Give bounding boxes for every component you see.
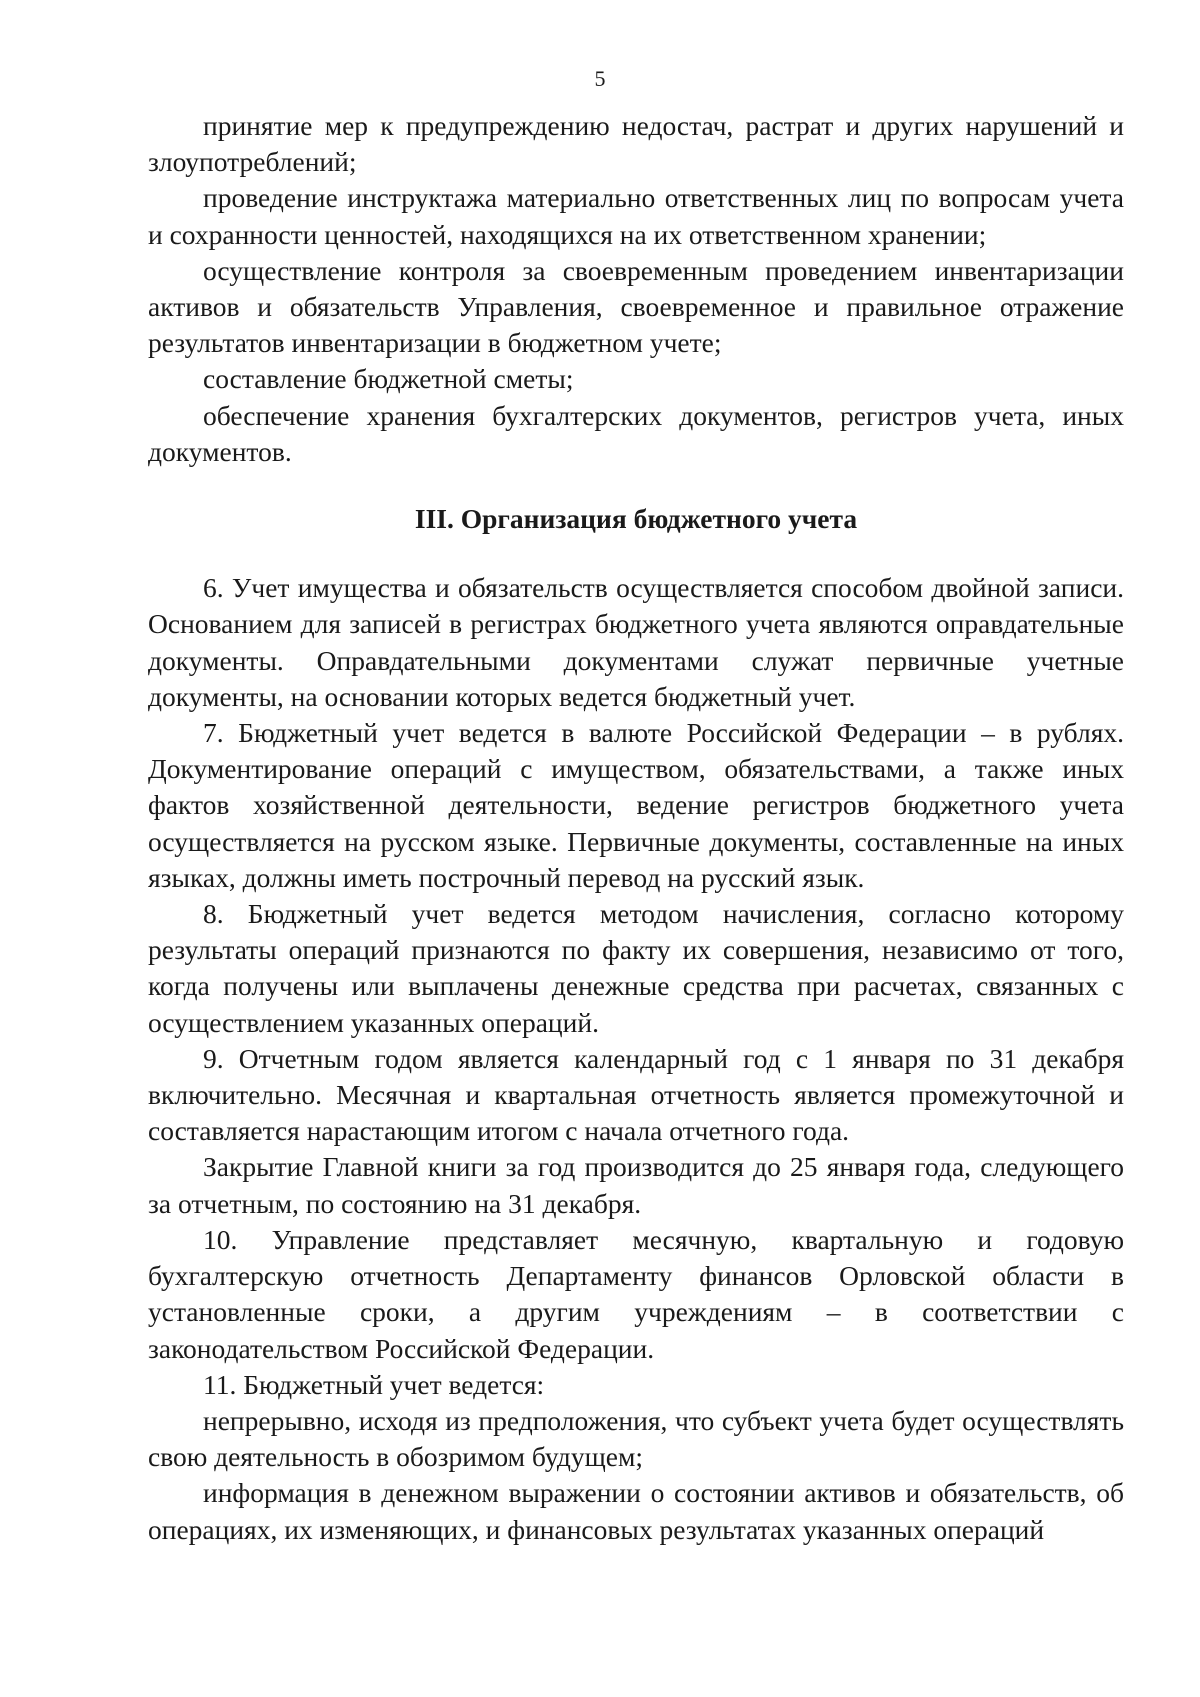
paragraph-item-9: 9. Отчетным годом является календарный год с 1 января по 31 декабря включительно. Месячная и квартальная отчетность является промежуточной и составляется нарастающим итогом с начала отчетного года. bbox=[148, 1042, 1124, 1147]
paragraph-item-11: 11. Бюджетный учет ведется: bbox=[203, 1368, 545, 1400]
paragraph-document-storage: обеспечение хранения бухгалтерских документов, регистров учета, иных документов. bbox=[148, 399, 1124, 467]
paragraph-item-10: 10. Управление представляет месячную, квартальную и годовую бухгалтерскую отчетность Департаменту финансов Орловской области в установленные сроки, а другим учреждениям – в соответствии с законодательством Российской Федерации. bbox=[148, 1223, 1124, 1364]
page-number: 5 bbox=[594, 66, 606, 91]
paragraph-continuity: непрерывно, исходя из предположения, что субъект учета будет осуществлять свою деятельность в обозримом будущем; bbox=[148, 1404, 1124, 1473]
document-body bbox=[148, 108, 1124, 1548]
paragraph-briefing: проведение инструктажа материально ответственных лиц по вопросам учета и сохранности ценностей, находящихся на их ответственном хранении; bbox=[148, 182, 1124, 250]
paragraph-shortage-prevention: принятие мер к предупреждению недостач, растрат и других нарушений и злоупотреблений; bbox=[148, 110, 1124, 178]
section-title: III. Организация бюджетного учета bbox=[414, 503, 858, 535]
paragraph-inventory-control: осуществление контроля за своевременным проведением инвентаризации активов и обязательств Управления, своевременное и правильное отражение результатов инвентаризации в бюджетном учете; bbox=[148, 254, 1124, 359]
paragraph-budget-estimate: составление бюджетной сметы; bbox=[203, 363, 574, 395]
paragraph-monetary-information: информация в денежном выражении о состоянии активов и обязательств, об операциях, их изменяющих, и финансовых результатах указанных операций bbox=[148, 1477, 1124, 1545]
paragraph-item-7: 7. Бюджетный учет ведется в валюте Российской Федерации – в рублях. Документирование операций с имуществом, обязательствами, а также иных фактов хозяйственной деятельности, ведение регистров бюджетного учета осуществляется на русском языке. Первичные документы, составленные на иных языках, должны иметь построчный перевод на русский язык. bbox=[148, 717, 1124, 893]
paragraph-item-6: 6. Учет имущества и обязательств осуществляется способом двойной записи. Основанием для записей в регистрах бюджетного учета являются оправдательные документы. Оправдательными документами служат первичные учетные документы, на основании которых ведется бюджетный учет. bbox=[148, 572, 1124, 712]
paragraph-ledger-closing: Закрытие Главной книги за год производится до 25 января года, следующего за отчетным, по состоянию на 31 декабря. bbox=[148, 1151, 1124, 1219]
paragraph-item-8: 8. Бюджетный учет ведется методом начисления, согласно которому результаты операций признаются по факту их совершения, независимо от того, когда получены или выплачены денежные средства при расчетах, связанных с осуществлением указанных операций. bbox=[148, 898, 1124, 1038]
